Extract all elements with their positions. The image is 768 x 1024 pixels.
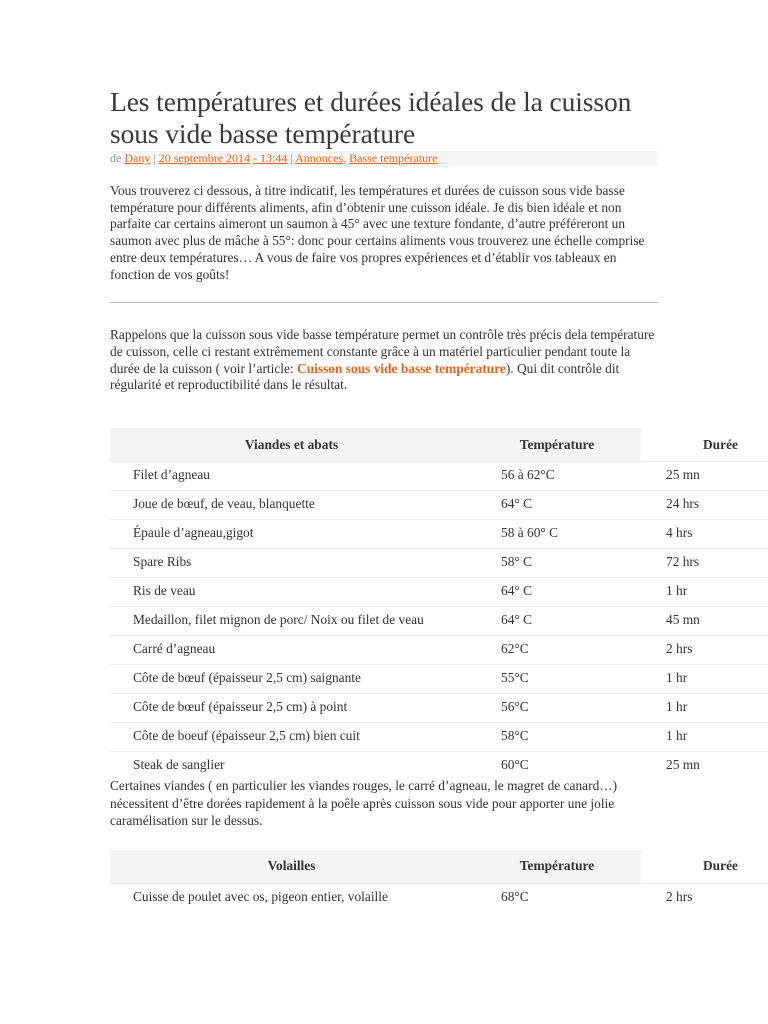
article-link[interactable]: Cuisson sous vide basse température [297, 360, 506, 376]
meta-separator: | [153, 151, 156, 165]
cell-temperature: 56°C [473, 694, 641, 723]
table-row [110, 578, 768, 607]
table-row [110, 607, 768, 636]
cell-item: Côte de bœuf (épaisseur 2,5 cm) saignante [133, 670, 361, 686]
table-header-row [110, 428, 768, 462]
article [110, 86, 768, 912]
table-row [110, 694, 768, 723]
cell-duration: 1 hr [641, 665, 768, 694]
table-row [110, 549, 768, 578]
table-row [110, 491, 768, 520]
table-header-row [110, 850, 768, 884]
table-row [110, 665, 768, 694]
cell-duration: 1 hr [641, 578, 768, 607]
intro-paragraph: Vous trouverez ci dessous, à titre indicatif, les températures et durées de cuisson sous vide basse température pour différents aliments, afin d’obtenir une cuisson idéale. Je dis bien idéale et non parfaite car certains aimeront un saumon à 45° avec une texture fondante, d’autre préféreront un saumon avec plus de mâche à 55°: donc pour certains aliments vous trouverez une échelle comprise entre deux températures… A vous de faire vos propres expériences et d’établir vos tableaux en fonction de vos goûts! [110, 183, 645, 282]
cell-item: Spare Ribs [133, 554, 192, 570]
body-text: ). Qui dit contrôle dit régularité et reproductibilité dans le résultat. [110, 360, 620, 393]
cell-temperature: 55°C [473, 665, 641, 694]
date-link[interactable]: 20 septembre 2014 [158, 151, 251, 165]
meats-table [110, 428, 768, 780]
cell-duration: 25 mn [641, 462, 768, 491]
cell-duration: 1 hr [641, 723, 768, 752]
table-row [110, 723, 768, 752]
cell-temperature: 58° C [473, 549, 641, 578]
cell-item: Joue de bœuf, de veau, blanquette [133, 496, 315, 512]
cell-duration: 45 mn [641, 607, 768, 636]
meta-comma: , [343, 151, 347, 165]
cell-duration: 4 hrs [641, 520, 768, 549]
cell-item: Cuisse de poulet avec os, pigeon entier, volaille [133, 888, 388, 904]
cell-item: Carré d’agneau [133, 641, 216, 657]
cell-temperature: 56 à 62°C [473, 462, 641, 491]
divider [110, 302, 658, 303]
cell-temperature: 58°C [473, 723, 641, 752]
table-row [110, 462, 768, 491]
cell-temperature: 58 à 60° C [473, 520, 641, 549]
column-header-temperature: Température [473, 850, 641, 884]
cell-temperature: 64° C [473, 578, 641, 607]
cell-temperature: 68°C [473, 883, 641, 912]
category-link-annonces[interactable]: Annonces [295, 151, 344, 165]
cell-duration: 25 mn [641, 752, 768, 781]
table-row [110, 636, 768, 665]
category-link-basse-temperature[interactable]: Basse température [349, 151, 438, 165]
cell-item: Ris de veau [133, 583, 196, 599]
cell-temperature: 64° C [473, 607, 641, 636]
meta-separator: | [290, 151, 293, 165]
column-header-item: Viandes et abats [110, 428, 473, 462]
cell-duration: 72 hrs [641, 549, 768, 578]
column-header-duration: Durée [641, 428, 768, 462]
time-link[interactable]: - 13:44 [253, 151, 288, 165]
cell-item: Côte de bœuf (épaisseur 2,5 cm) à point [133, 699, 348, 715]
cell-temperature: 60°C [473, 752, 641, 781]
cell-duration: 2 hrs [641, 883, 768, 912]
article-title: Les températures et durées idéales de la cuisson sous vide basse température [110, 86, 632, 149]
cell-item: Épaule d’agneau,gigot [133, 525, 254, 541]
cell-duration: 1 hr [641, 694, 768, 723]
article-meta [110, 151, 658, 166]
table-row [110, 883, 768, 912]
body-text: Rappelons que la cuisson sous vide basse température permet un contrôle très précis dela température de cuisson, celle ci restant extrêmement constante grâce à un matériel particulier pendant toute la durée de la cuisson ( voir l’article: [110, 327, 655, 376]
column-header-item: Volailles [110, 850, 473, 884]
cell-item: Medaillon, filet mignon de porc/ Noix ou filet de veau [133, 612, 424, 628]
cell-item: Côte de boeuf (épaisseur 2,5 cm) bien cuit [133, 728, 360, 744]
column-header-duration: Durée [641, 850, 768, 884]
cell-item: Steak de sanglier [133, 757, 225, 773]
column-header-temperature: Température [473, 428, 641, 462]
poultry-table [110, 850, 768, 912]
cell-duration: 24 hrs [641, 491, 768, 520]
cell-duration: 2 hrs [641, 636, 768, 665]
table-row [110, 752, 768, 781]
cell-item: Filet d’agneau [133, 467, 210, 483]
table-row [110, 520, 768, 549]
author-link[interactable]: Dany [124, 151, 151, 165]
cell-temperature: 64° C [473, 491, 641, 520]
note-paragraph: Certaines viandes ( en particulier les viandes rouges, le carré d’agneau, le magret de canard…) nécessitent d’être dorées rapidement à la poêle après cuisson sous vide pour apporter une jolie caramélisation sur le dessus. [110, 778, 618, 829]
body-paragraph [110, 327, 662, 394]
meta-prefix: de [110, 151, 122, 165]
cell-temperature: 62°C [473, 636, 641, 665]
